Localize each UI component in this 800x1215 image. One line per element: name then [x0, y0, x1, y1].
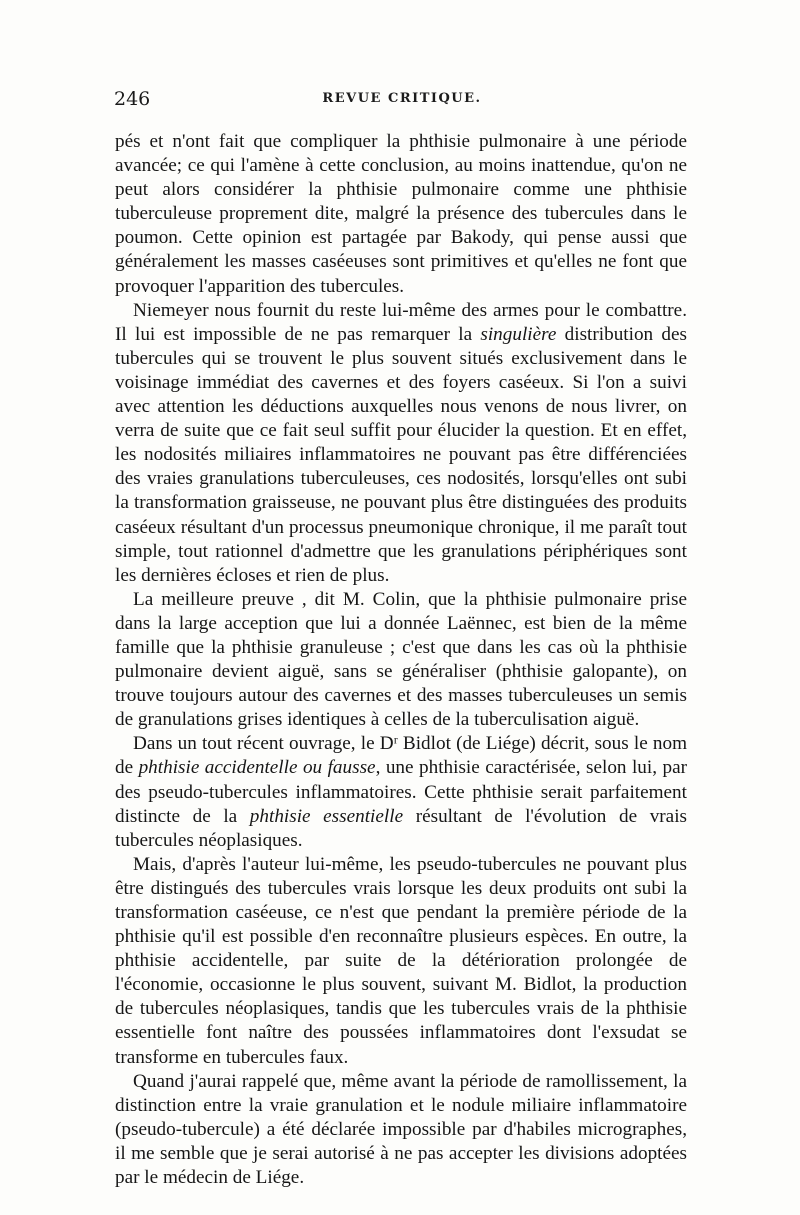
- text-run: , une phthisie caractérisée, selon lui, par des pseudo-tubercules inflammatoires. Cette phthisie serait parfaitement distincte de la: [115, 757, 687, 827]
- page-number: 246: [114, 88, 151, 110]
- text-run: Dans un tout récent ouvrage, le Dʳ Bidlot (de Liége) décrit, sous le nom de: [115, 733, 687, 779]
- paragraph: [115, 130, 687, 299]
- italic-text: phthisie accidentelle ou fausse: [138, 757, 376, 779]
- text-run: Mais, d'après l'auteur lui-même, les pseudo-tubercules ne pouvant plus être distingués des tubercules vrais lorsque les deux produits ont subi la transformation caséeuse, ce n'est que pendant la première période de la phthisie qu'il est possible d'en reconnaître plusieurs espèces. En outre, la phthisie accidentelle, par suite de la détérioration prolongée de l'économie, occasionne le plus souvent, suivant M. Bidlot, la production de tubercules néoplasiques, tandis que les tubercules vrais de la phthisie essentielle font naître des poussées inflammatoires dont l'exsudat se transforme en tubercules faux.: [115, 853, 687, 1068]
- text-run: distribution des tubercules qui se trouvent le plus souvent situés exclusivement dans le voisinage immédiat des cavernes et des foyers caséeux. Si l'on a suivi avec attention les déductions auxquelles nous venons de nous livrer, on verra de suite que ce fait seul suffit pour élucider la question. Et en effet, les nodosités miliaires inflammatoires ne pouvant pas être différenciées des vraies granulations tuberculeuses, ces nodosités, lorsqu'elles ont subi la transformation graisseuse, ne pouvant plus être distinguées des produits caséeux résultant d'un processus pneumonique chronique, il me paraît tout simple, tout rationnel d'admettre que les granulations périphériques sont les dernières écloses et rien de plus.: [115, 323, 687, 586]
- paragraph: [115, 588, 687, 733]
- paragraph: [115, 1070, 687, 1190]
- text-run: Niemeyer nous fournit du reste lui-même des armes pour le combattre. Il lui est impossible de ne pas remarquer la: [115, 299, 687, 345]
- text-run: Quand j'aurai rappelé que, même avant la période de ramollissement, la distinction entre la vraie granulation et le nodule miliaire inflammatoire (pseudo-tubercule) a été déclarée impossible par d'habiles micrographes, il me semble que je serai autorisé à ne pas accepter les divisions adoptées par le médecin de Liége.: [115, 1070, 687, 1189]
- paragraph: [115, 732, 687, 852]
- body-text: [115, 130, 687, 1190]
- italic-text: phthisie essentielle: [249, 805, 404, 827]
- text-run: résultant de l'évolution de vrais tubercules néoplasiques.: [115, 805, 687, 851]
- text-run: pés et n'ont fait que compliquer la phthisie pulmonaire à une période avancée; ce qui l'amène à cette conclusion, au moins inattendue, qu'on ne peut alors considérer la phthisie pulmonaire comme une phthisie tuberculeuse proprement dite, malgré la présence des tubercules dans le poumon. Cette opinion est partagée par Bakody, qui pense aussi que généralement les masses caséeuses sont primitives et qu'elles ne font que provoquer l'apparition des tubercules.: [115, 131, 687, 297]
- page-header: [114, 88, 690, 118]
- paragraph: [115, 299, 687, 588]
- running-title: REVUE CRITIQUE.: [322, 91, 482, 106]
- italic-text: singulière: [480, 323, 557, 345]
- paragraph: [115, 853, 687, 1070]
- text-run: La meilleure preuve , dit M. Colin, que la phthisie pulmonaire prise dans la large acception que lui a donnée Laënnec, est bien de la même famille que la phthisie granuleuse ; c'est que dans les cas où la phthisie pulmonaire devient aiguë, sans se généraliser (phthisie galopante), on trouve toujours autour des cavernes et des masses tuberculeuses un semis de granulations grises identiques à celles de la tuberculisation aiguë.: [115, 588, 687, 731]
